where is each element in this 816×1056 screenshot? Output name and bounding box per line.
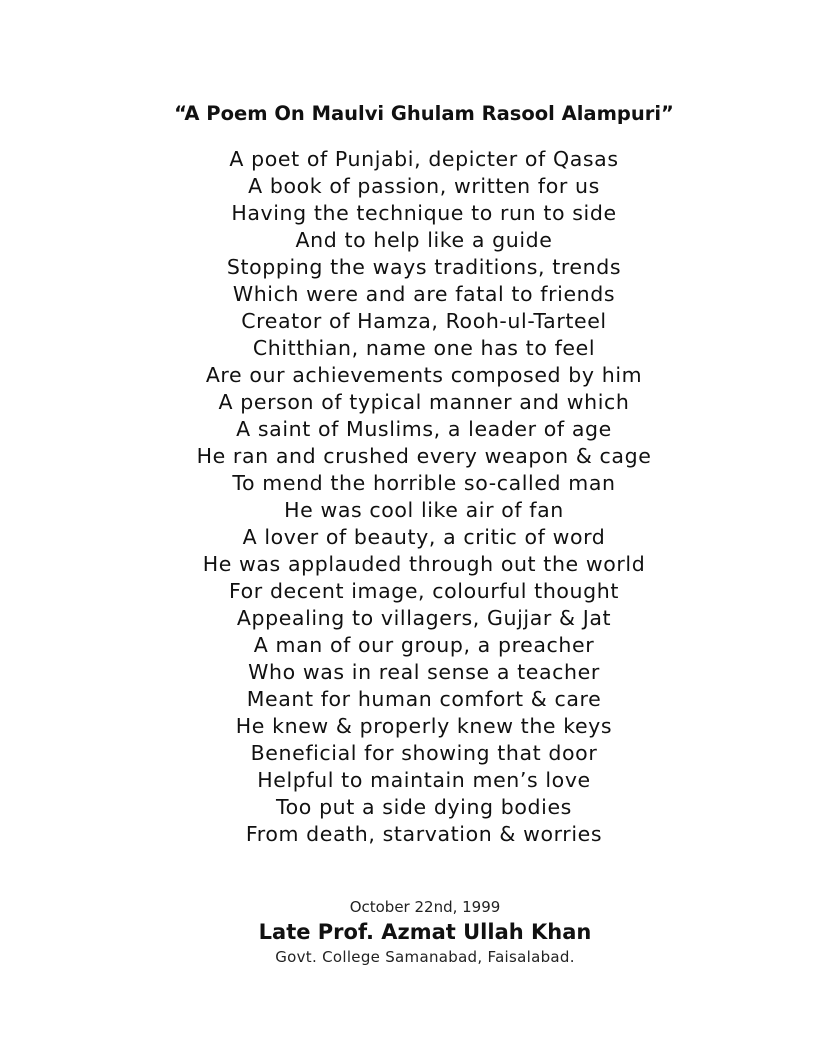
poem-line: Stopping the ways traditions, trends xyxy=(226,255,622,279)
poem-line: Chitthian, name one has to feel xyxy=(252,336,596,360)
poem-line: Meant for human comfort & care xyxy=(246,687,602,711)
poem-line: Which were and are fatal to friends xyxy=(232,282,616,306)
poem-line: Are our achievements composed by him xyxy=(205,363,643,387)
signature-author: Late Prof. Azmat Ullah Khan xyxy=(258,920,592,944)
poem-line: He ran and crushed every weapon & cage xyxy=(196,444,652,468)
signature-date: October 22nd, 1999 xyxy=(349,898,501,916)
poem-line: From death, starvation & worries xyxy=(245,822,603,846)
poem-line: A book of passion, written for us xyxy=(248,174,600,198)
poem-line: A man of our group, a preacher xyxy=(253,633,595,657)
poem-line: Beneficial for showing that door xyxy=(250,741,598,765)
poem-line: Too put a side dying bodies xyxy=(276,795,572,819)
poem-line: He was cool like air of fan xyxy=(284,498,564,522)
signature-affiliation: Govt. College Samanabad, Faisalabad. xyxy=(275,948,575,966)
poem-line: He was applauded through out the world xyxy=(202,552,646,576)
poem-line: Who was in real sense a teacher xyxy=(248,660,600,684)
poem-body xyxy=(0,146,816,848)
poem-line: A lover of beauty, a critic of word xyxy=(242,525,606,549)
poem-line: Having the technique to run to side xyxy=(231,201,617,225)
poem-line: A saint of Muslims, a leader of age xyxy=(236,417,612,441)
poem-title: “A Poem On Maulvi Ghulam Rasool Alampuri” xyxy=(174,102,674,125)
poem-line: For decent image, colourful thought xyxy=(229,579,619,603)
poem-line: Creator of Hamza, Rooh-ul-Tarteel xyxy=(241,309,607,333)
poem-line: A poet of Punjabi, depicter of Qasas xyxy=(229,147,619,171)
poem-line: Appealing to villagers, Gujjar & Jat xyxy=(236,606,612,630)
poem-line: A person of typical manner and which xyxy=(218,390,630,414)
poem-line: Helpful to maintain men’s love xyxy=(257,768,591,792)
poem-line: He knew & properly knew the keys xyxy=(235,714,613,738)
poem-line: To mend the horrible so-called man xyxy=(232,471,616,495)
poem-line: And to help like a guide xyxy=(295,228,553,252)
